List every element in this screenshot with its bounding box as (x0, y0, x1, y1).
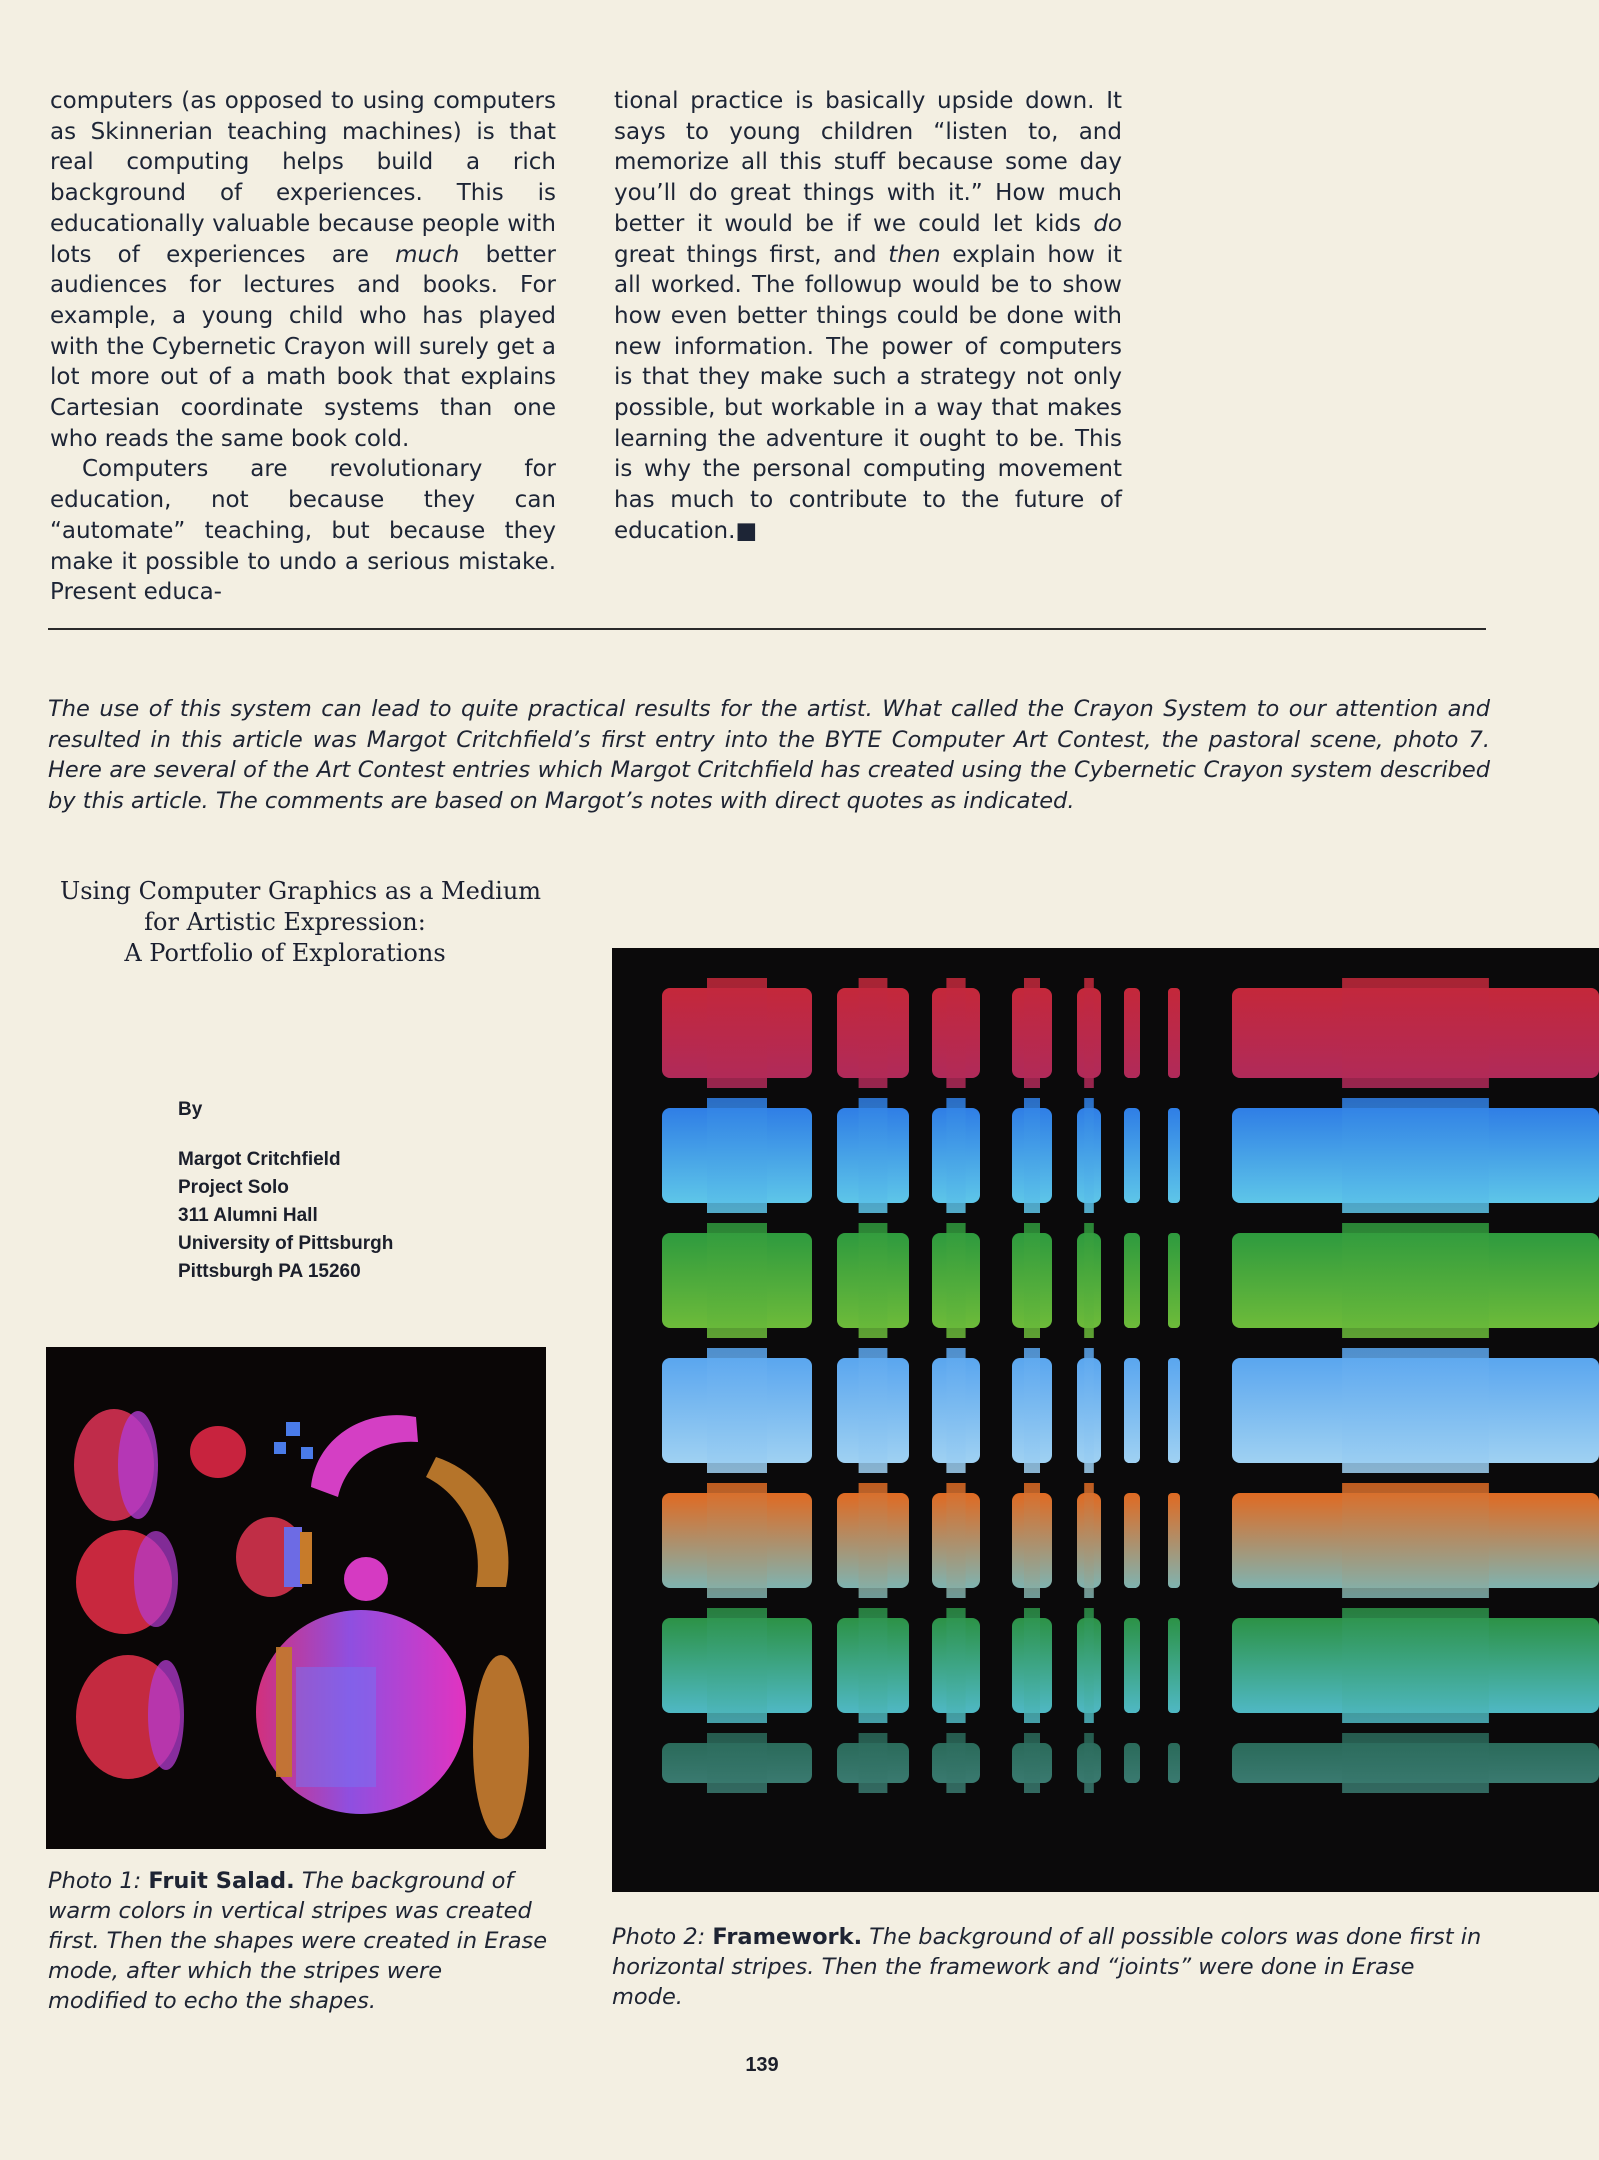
byline-by: By (178, 1099, 203, 1120)
author-street: 311 Alumni Hall (178, 1205, 318, 1226)
framework-joint (707, 1733, 767, 1793)
framework-joint (946, 1733, 965, 1793)
framework-joint (859, 1608, 888, 1723)
framework-joint (707, 1223, 767, 1338)
photo-2-caption (612, 1922, 1492, 2012)
framework-joint (946, 1348, 965, 1473)
right-column (614, 86, 1122, 547)
framework-block (1124, 1618, 1140, 1713)
framework-joint (1024, 1483, 1040, 1598)
framework-block (1168, 1108, 1180, 1203)
photo-2-caption-text: The background of all possible colors was done first in horizontal stripes. Then the framework and “joints” were done in Erase mode. (612, 1924, 1482, 2010)
article-title (60, 876, 542, 969)
framework-joint (1024, 978, 1040, 1088)
framework-block (1124, 1743, 1140, 1783)
framework-joint (946, 1098, 965, 1213)
framework-block (1124, 1493, 1140, 1588)
author-university: University of Pittsburgh (178, 1233, 394, 1254)
byline (178, 1096, 393, 1286)
end-mark: ■ (735, 517, 758, 544)
framework-joint (707, 1098, 767, 1213)
framework-joint (707, 1348, 767, 1473)
framework-block (1168, 1358, 1180, 1463)
framework-artwork (612, 948, 1599, 1892)
title-line-2: for Artistic Expression: (144, 908, 426, 936)
framework-joint (859, 1223, 888, 1338)
framework-joint (1084, 1098, 1094, 1213)
photo-1-label: Photo 1: (48, 1868, 149, 1894)
framework-joint (1084, 1608, 1094, 1723)
framework-block (1168, 988, 1180, 1078)
photo-1-caption-text: The background of warm colors in vertical stripes was created first. Then the shapes were created in Erase mode, after which the stripes were modified to echo the shapes. (48, 1868, 548, 2014)
framework-joint (1342, 1483, 1489, 1598)
framework-joint (1084, 978, 1094, 1088)
framework-joint (1024, 1098, 1040, 1213)
title-line-1: Using Computer Graphics as a Medium (60, 877, 542, 905)
framework-joint (1342, 1223, 1489, 1338)
framework-block (1124, 1108, 1140, 1203)
framework-block (1124, 988, 1140, 1078)
framework-joint (859, 1733, 888, 1793)
author-city: Pittsburgh PA 15260 (178, 1261, 361, 1282)
section-divider (48, 628, 1486, 630)
framework-joint (707, 1483, 767, 1598)
title-line-3: A Portfolio of Explorations (124, 939, 446, 967)
page-number: 139 (745, 2054, 779, 2076)
framework-joint (946, 1223, 965, 1338)
right-paragraph: tional practice is basically upside down. It says to young children “listen to, and memorize all this stuff because some day you’ll do great things with it.” How much better it would be if we could let kids do great things first, and then explain how it all worked. The followup would be to show how even better things could be done with new information. The power of computers is that they make such a strategy not only possible, but workable in a way that makes learning the adventure it ought to be. This is why the personal computing movement has much to contribute to the future of education.■ (614, 88, 1123, 544)
framework-joint (1084, 1223, 1094, 1338)
framework-joint (1024, 1608, 1040, 1723)
left-paragraph-2: Computers are revolutionary for education, not because they can “automate” teaching, but because they make it possible to undo a serious mistake. Present educa- (50, 456, 556, 606)
photo-2-label: Photo 2: (612, 1924, 713, 1950)
left-column (50, 86, 556, 608)
author-org: Project Solo (178, 1177, 289, 1198)
photo-1-title: Fruit Salad. (148, 1868, 295, 1894)
framework-joint (1342, 1098, 1489, 1213)
framework-joint (859, 1483, 888, 1598)
framework-joint (1084, 1348, 1094, 1473)
framework-joint (1342, 1733, 1489, 1793)
framework-joint (859, 978, 888, 1088)
framework-block (1168, 1233, 1180, 1328)
framework-joint (1024, 1348, 1040, 1473)
framework-joint (1024, 1733, 1040, 1793)
framework-joint (1342, 1348, 1489, 1473)
intro-paragraph: The use of this system can lead to quite practical results for the artist. What called the Crayon System to our attention and resulted in this article was Margot Critchfield’s first entry into the BYTE Computer Art Contest, the pastoral scene, photo 7. Here are several of the Art Contest entries which Margot Critchfield has created using the Cybernetic Crayon system described by this article. The comments are based on Margot’s notes with direct quotes as indicated. (48, 696, 1490, 814)
left-paragraph-1: computers (as opposed to using computers as Skinnerian teaching machines) is that real computing helps build a rich background of experiences. This is educationally valuable because people with lots of experiences are much better audiences for lectures and books. For example, a young child who has played with the Cybernetic Crayon will surely get a lot more out of a math book that explains Cartesian coordinate systems than one who reads the same book cold. (50, 88, 556, 452)
framework-joint (707, 1608, 767, 1723)
photo-2-framework (612, 948, 1599, 1892)
framework-joint (1024, 1223, 1040, 1338)
framework-block (1168, 1743, 1180, 1783)
framework-joint (1342, 978, 1489, 1088)
author-name: Margot Critchfield (178, 1149, 341, 1170)
framework-joint (946, 978, 965, 1088)
photo-1-caption (48, 1866, 548, 2016)
framework-joint (1342, 1608, 1489, 1723)
photo-2-title: Framework. (712, 1924, 863, 1950)
framework-joint (707, 978, 767, 1088)
framework-joint (1084, 1483, 1094, 1598)
framework-joint (946, 1608, 965, 1723)
framework-joint (946, 1483, 965, 1598)
framework-joint (859, 1348, 888, 1473)
photo-1-fruit-salad (46, 1347, 546, 1849)
framework-joint (859, 1098, 888, 1213)
framework-block (1124, 1358, 1140, 1463)
framework-block (1168, 1618, 1180, 1713)
framework-block (1168, 1493, 1180, 1588)
framework-joint (1084, 1733, 1094, 1793)
fruit-salad-artwork (46, 1347, 546, 1849)
framework-block (1124, 1233, 1140, 1328)
